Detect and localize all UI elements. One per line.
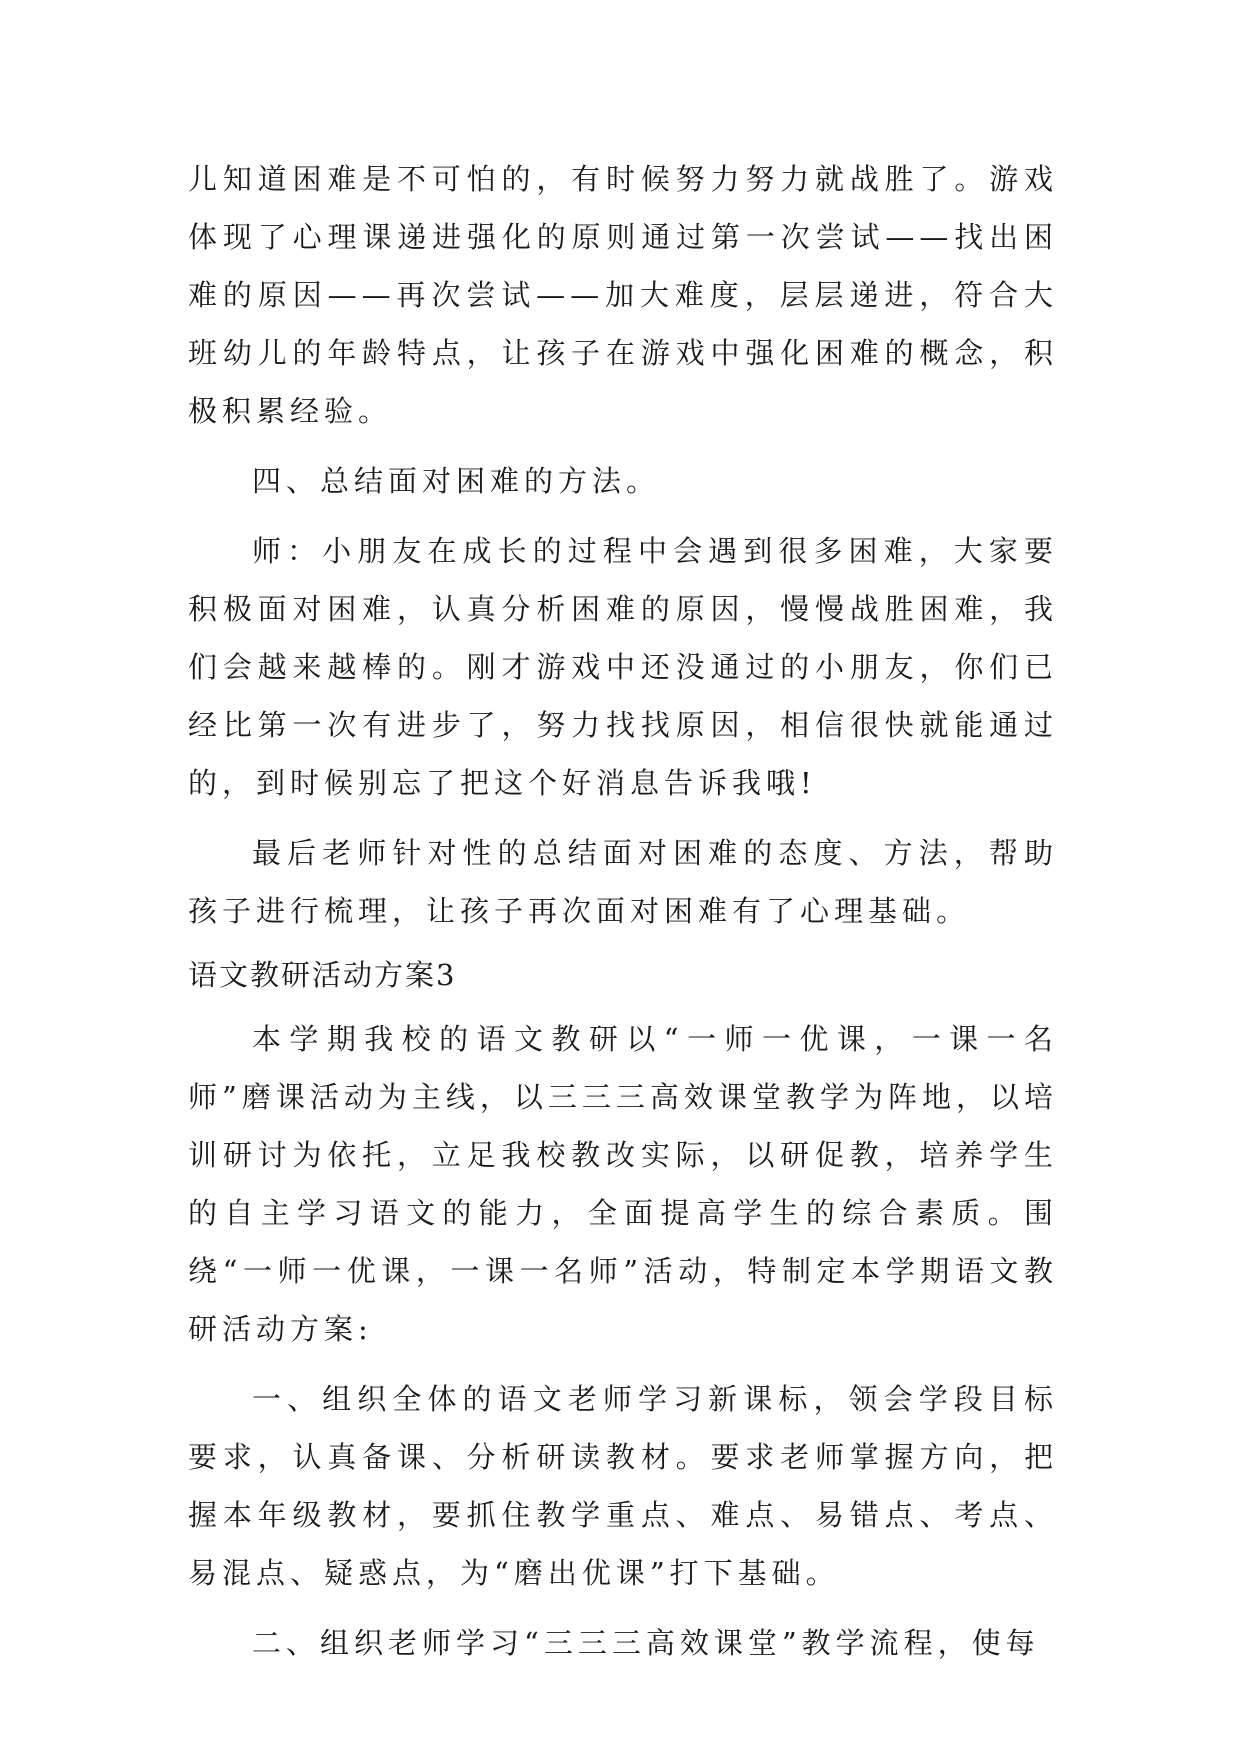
paragraph-2: 四、总结面对困难的方法。	[252, 464, 661, 498]
paragraph-3: 师：小朋友在成长的过程中会遇到很多困难，大家要积极面对困难，认真分析困难的原因，慢慢战胜困难，我们会越来越棒的。刚才游戏中还没通过的小朋友，你们已经比第一次有进步了，努力找找原因，相信很快就能通过的，到时候别忘了把这个好消息告诉我哦!	[188, 534, 1058, 800]
paragraph-7: 二、组织老师学习“三三三高效课堂”教学流程，使每	[252, 1626, 1040, 1660]
paragraph-1: 儿知道困难是不可怕的，有时候努力努力就战胜了。游戏体现了心理课递进强化的原则通过第一次尝试——找出困难的原因——再次尝试——加大难度，层层递进，符合大班幼儿的年龄特点，让孩子在游戏中强化困难的概念，积极积累经验。	[188, 162, 1058, 428]
section-heading: 语文教研活动方案3	[188, 958, 457, 992]
paragraph-6: 一、组织全体的语文老师学习新课标，领会学段目标要求，认真备课、分析研读教材。要求老师掌握方向，把握本年级教材，要抓住教学重点、难点、易错点、考点、易混点、疑惑点，为“磨出优课”打下基础。	[188, 1382, 1058, 1590]
document-page	[188, 150, 1058, 1684]
paragraph-4: 最后老师针对性的总结面对困难的态度、方法，帮助孩子进行梳理，让孩子再次面对困难有了心理基础。	[188, 836, 1058, 928]
paragraph-5: 本学期我校的语文教研以“一师一优课，一课一名师”磨课活动为主线，以三三三高效课堂教学为阵地，以培训研讨为依托，立足我校教改实际，以研促教，培养学生的自主学习语文的能力，全面提高学生的综合素质。围绕“一师一优课，一课一名师”活动，特制定本学期语文教研活动方案:	[188, 1022, 1058, 1346]
